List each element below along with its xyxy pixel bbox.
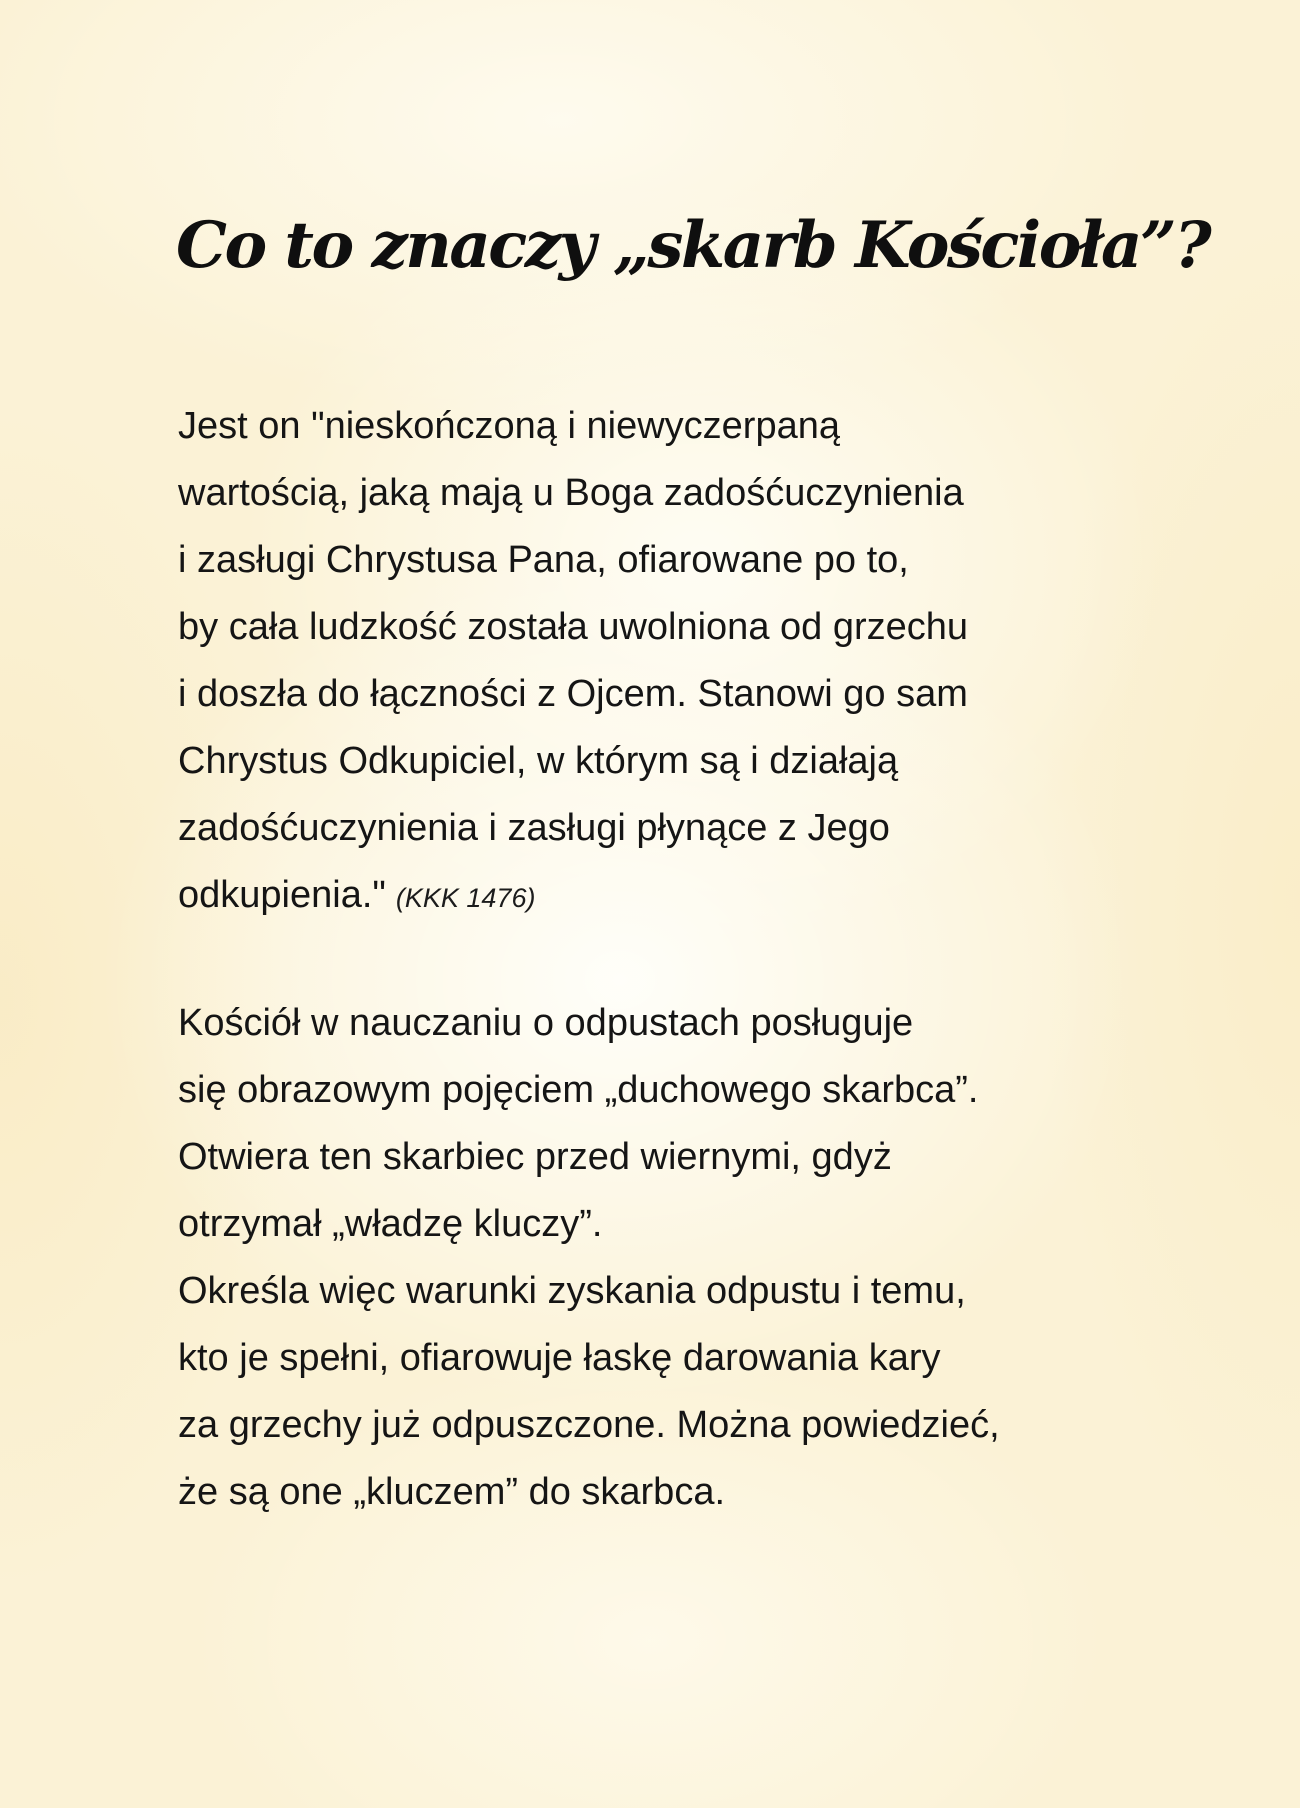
catechism-citation: (KKK 1476) <box>395 883 536 913</box>
paragraph-1 <box>178 393 968 932</box>
paragraph-2-line: Określa więc warunki zyskania odpustu i temu, <box>178 1270 966 1312</box>
paragraph-1-line: i doszła do łączności z Ojcem. Stanowi go sam <box>178 673 968 715</box>
paragraph-2-line: Otwiera ten skarbiec przed wiernymi, gdyż <box>178 1136 892 1178</box>
page-title: Co to znaczy „skarb Kościoła”? <box>176 208 1210 283</box>
paragraph-2-line: Kościół w nauczaniu o odpustach posługuje <box>178 1002 914 1044</box>
paragraph-2-line: otrzymał „władzę kluczy”. <box>178 1203 603 1245</box>
paragraph-2-line: że są one „kluczem” do skarbca. <box>178 1471 726 1513</box>
paragraph-2-line: kto je spełni, ofiarowuje łaskę darowania kary <box>178 1337 941 1379</box>
paragraph-2-line: za grzechy już odpuszczone. Można powiedzieć, <box>178 1404 1000 1446</box>
paragraph-1-line: odkupienia." <box>178 874 386 916</box>
paragraph-1-line: wartością, jaką mają u Boga zadośćuczynienia <box>178 472 964 514</box>
paragraph-1-line: zadośćuczynienia i zasługi płynące z Jego <box>178 807 890 849</box>
paragraph-1-line: by cała ludzkość została uwolniona od grzechu <box>178 606 969 648</box>
paragraph-1-line: i zasługi Chrystusa Pana, ofiarowane po to, <box>178 539 909 581</box>
paragraph-2 <box>178 990 1000 1526</box>
paragraph-1-line: Jest on "nieskończoną i niewyczerpaną <box>178 405 840 447</box>
paragraph-1-last-line <box>178 862 968 932</box>
paragraph-1-line: Chrystus Odkupiciel, w którym są i działają <box>178 740 899 782</box>
paragraph-2-line: się obrazowym pojęciem „duchowego skarbca”. <box>178 1069 979 1111</box>
